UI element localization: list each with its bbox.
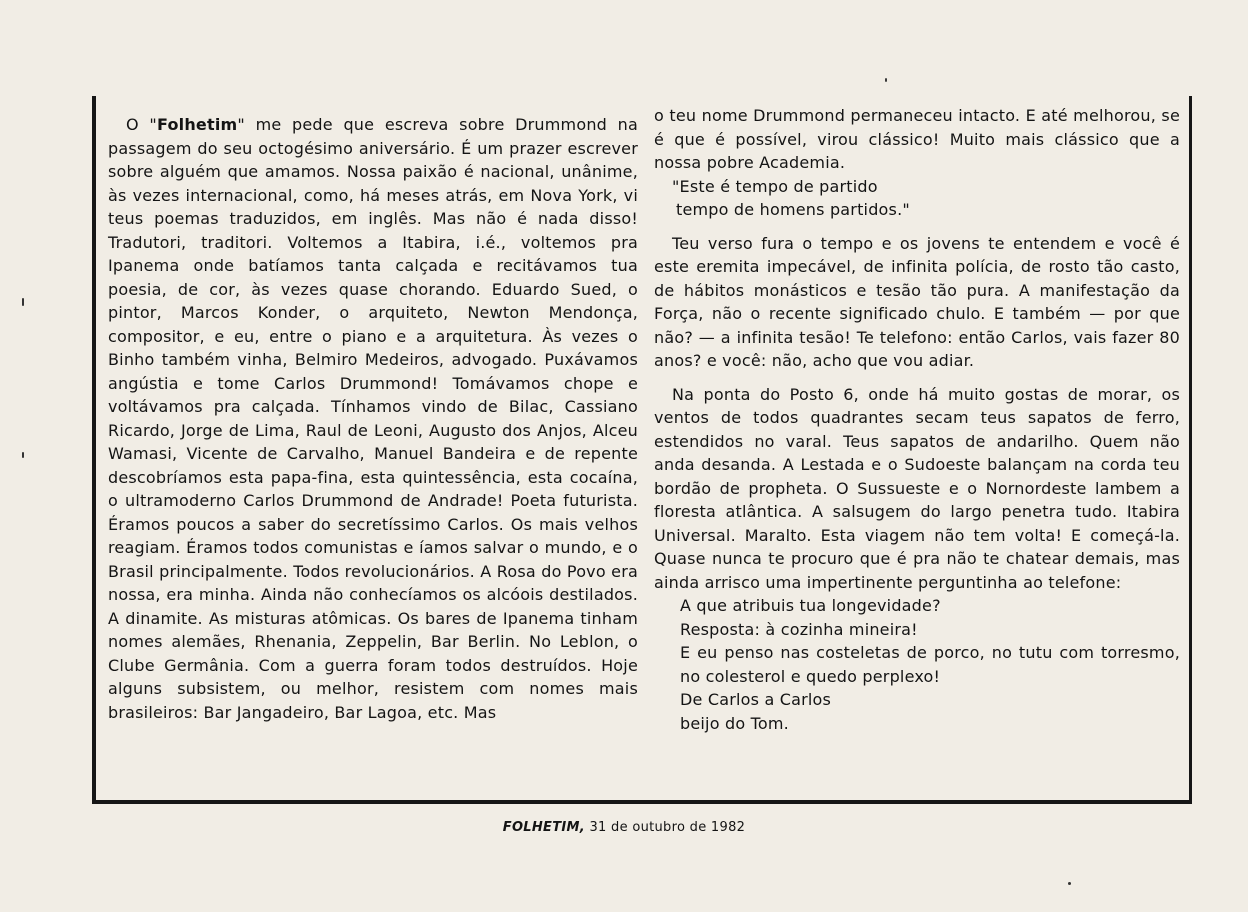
paper-speck xyxy=(22,298,24,306)
opening-body: " me pede que escreva sobre Drummond na passagem do seu octogésimo aniversário. É um prazer escrever sobre alguém que amamos. Nossa paixão é nacional, unânime, às vezes internacional, como, há meses atrás, em Nova York, vi teus poemas traduzidos, em inglês. Mas não é nada disso! Tradutori, traditori. Voltemos a Itabira, i.é., voltemos pra Ipanema onde batíamos tanta calçada e recitávamos tua poesia, de cor, às vezes quase chorando. Eduardo Sued, o pintor, Marcos Konder, o arquiteto, Newton Mendonça, compositor, e eu, entre o piano e a arquitetura. Às vezes o Binho também vinha, Belmiro Medeiros, advogado. Puxávamos angústia e tome Carlos Drummond! Tomávamos chope e voltávamos pra calçada. Tínhamos vindo de Bilac, Cassiano Ricardo, Jorge de Lima, Raul de Leoni, Augusto dos Anjos, Alceu Wamasi, Vicente de Carvalho, Manuel Bandeira e de repente descobríamos esta papa-fina, esta quintessência, esta cocaína, o ultramoderno Carlos Drummond de Andrade! Poeta futurista. Éramos poucos a saber do secretíssimo Carlos. Os mais velhos reagiam. Éramos todos comunistas e íamos salvar o mundo, e o Brasil principalmente. Todos revolucionários. A Rosa do Povo era nossa, era minha. Ainda não conhecíamos os alcóois destilados. A dinamite. As misturas atômicas. Os bares de Ipanema tinham nomes alemães, Rhenania, Zeppelin, Bar Berlin. No Leblon, o Clube Germânia. Com a guerra foram todos destruídos. Hoje alguns subsistem, ou melhor, resistem com nomes mais brasileiros: Bar Jangadeiro, Bar Lagoa, etc. Mas xyxy=(108,115,639,722)
opening-lead: O " xyxy=(126,115,157,134)
poem-quote xyxy=(672,175,1180,222)
dialog-answer: Resposta: à cozinha mineira! xyxy=(680,619,918,639)
dialog-closing: E eu penso nas costeletas de porco, no tutu com torresmo, no colesterol e quedo perplexo! xyxy=(680,643,1180,686)
footer-publication: FOLHETIM, xyxy=(502,820,586,835)
signature-line-1: De Carlos a Carlos xyxy=(680,690,832,709)
phone-dialog xyxy=(680,594,1180,688)
paragraph-posto-6: Na ponta do Posto 6, onde há muito gostas de morar, os ventos de todos quadrantes secam teus sapatos de ferro, estendidos no varal. Teus sapatos de andarilho. Quem não anda desanda. A Lestada e o Sudoeste balançam na corda teu bordão de propheta. O Sussueste e o Nornordeste lambem a floresta atlântica. A salsugem do largo penetra tudo. Itabira Universal. Maralto. Esta viagem não tem volta! E começá-la. Quase nunca te procuro que é pra não te chatear demais, mas ainda arrisco uma impertinente perguntinha ao telefone: xyxy=(654,384,1180,592)
quote-line-1: "Este é tempo de partido xyxy=(672,176,878,196)
footer-date: 31 de outubro de 1982 xyxy=(589,820,746,835)
folhetim-name: Folhetim xyxy=(156,115,238,134)
opening-paragraph xyxy=(108,113,638,724)
article-right-column xyxy=(654,104,1180,735)
paragraph-verse: Teu verso fura o tempo e os jovens te entendem e você é este eremita impecável, de infinita polícia, de rosto tão casto, de hábitos monásticos e tesão tão pura. A manifestação da Força, não o recente significado chulo. E também — por que não? — a infinita tesão! Te telefono: então Carlos, vais fazer 80 anos? e você: não, acho que vou adiar. xyxy=(654,233,1180,370)
signature xyxy=(680,688,1180,735)
quote-line-2: tempo de homens partidos." xyxy=(676,200,910,219)
paper-speck xyxy=(22,452,24,458)
article-left-column xyxy=(108,113,638,724)
paper-speck xyxy=(1068,882,1071,885)
dialog-question: A que atribuis tua longevidade? xyxy=(680,596,941,615)
continuation-paragraph: o teu nome Drummond permaneceu intacto. E até melhorou, se é que é possível, virou clássico! Muito mais clássico que a nossa pobre Academia. xyxy=(654,106,1180,172)
signature-line-2: beijo do Tom. xyxy=(680,713,789,733)
page-footer xyxy=(0,820,1248,835)
paper-speck xyxy=(885,78,887,82)
